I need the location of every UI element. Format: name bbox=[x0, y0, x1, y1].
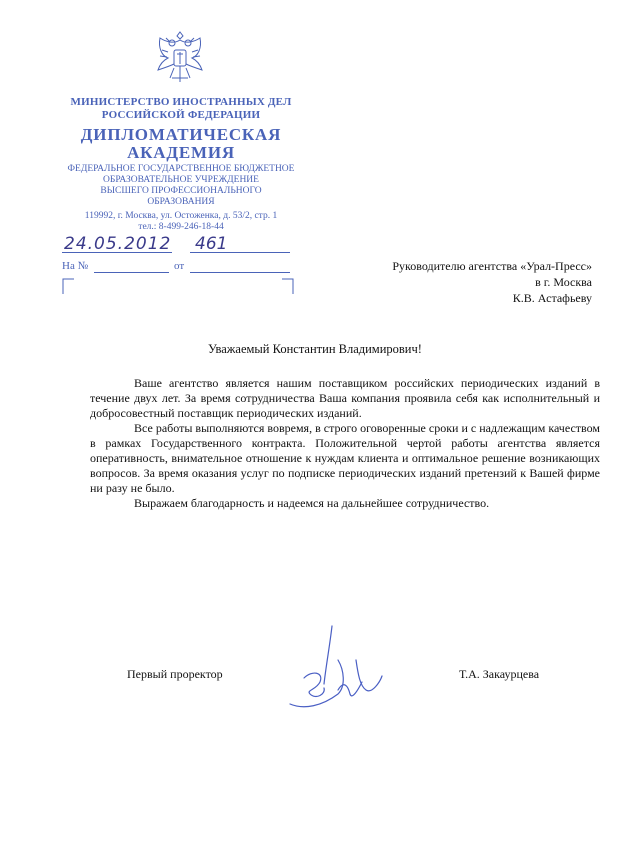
ministry-name bbox=[56, 96, 306, 122]
letter-number: 461 bbox=[195, 234, 228, 254]
status-line: ОБРАЗОВАНИЯ bbox=[147, 197, 215, 207]
signatory-title: Первый проректор bbox=[127, 667, 223, 681]
ref-label-na: На № bbox=[62, 260, 89, 272]
academy-line: ДИПЛОМАТИЧЕСКАЯ bbox=[80, 125, 282, 144]
institution-status bbox=[56, 164, 306, 208]
status-line: ВЫСШЕГО ПРОФЕССИОНАЛЬНОГО bbox=[100, 186, 262, 196]
recipient-city: в г. Москва bbox=[535, 275, 592, 289]
recipient-name: К.В. Астафьеву bbox=[512, 291, 592, 305]
address-corner-marks bbox=[62, 278, 294, 296]
letter-date: 24.05.2012 bbox=[64, 234, 172, 254]
contact-info bbox=[56, 211, 306, 233]
date-underline bbox=[62, 252, 172, 253]
paragraph: Ваше агентство является нашим поставщиком российских периодических изданий в течение двух лет. За время сотрудничества Ваша компания проявила себя как исполнительный и добросовестный поставщик периодических изданий. bbox=[90, 376, 600, 420]
salutation: Уважаемый Константин Владимирович! bbox=[208, 342, 422, 356]
phone: тел.: 8-499-246-18-44 bbox=[138, 222, 224, 232]
recipient-block bbox=[330, 258, 592, 306]
ministry-line: РОССИЙСКОЙ ФЕДЕРАЦИИ bbox=[101, 109, 261, 121]
address: 119992, г. Москва, ул. Остоженка, д. 53/2, стр. 1 bbox=[84, 211, 278, 221]
academy-line: АКАДЕМИЯ bbox=[127, 143, 235, 162]
signature-image bbox=[286, 620, 386, 715]
status-line: ФЕДЕРАЛЬНОЕ ГОСУДАРСТВЕННОЕ БЮДЖЕТНОЕ bbox=[67, 164, 295, 174]
ministry-line: МИНИСТЕРСТВО ИНОСТРАННЫХ ДЕЛ bbox=[70, 96, 292, 108]
ref-ot-underline bbox=[190, 272, 290, 273]
coat-of-arms-icon bbox=[152, 28, 208, 90]
status-line: ОБРАЗОВАТЕЛЬНОЕ УЧРЕЖДЕНИЕ bbox=[103, 175, 259, 185]
ref-na-underline bbox=[94, 272, 169, 273]
paragraph: Выражаем благодарность и надеемся на дальнейшее сотрудничество. bbox=[134, 496, 490, 510]
signatory-name: Т.А. Закаурцева bbox=[459, 667, 540, 681]
recipient-position: Руководителю агентства «Урал-Пресс» bbox=[392, 259, 592, 273]
number-underline bbox=[190, 252, 290, 253]
paragraph: Все работы выполняются вовремя, в строго оговоренные сроки и с надлежащим качеством в рамках Государственного контракта. Положительной чертой работы агентства является оперативность, внимательное отношение к нуждам клиента и оптимальное решение возникающих вопросов. За время оказания услуг по подписке периодических изданий претензий к Вашей фирме ни разу не было. bbox=[90, 421, 600, 495]
ref-label-ot: от bbox=[174, 260, 185, 272]
academy-name bbox=[56, 126, 306, 162]
letter-body bbox=[90, 376, 600, 511]
